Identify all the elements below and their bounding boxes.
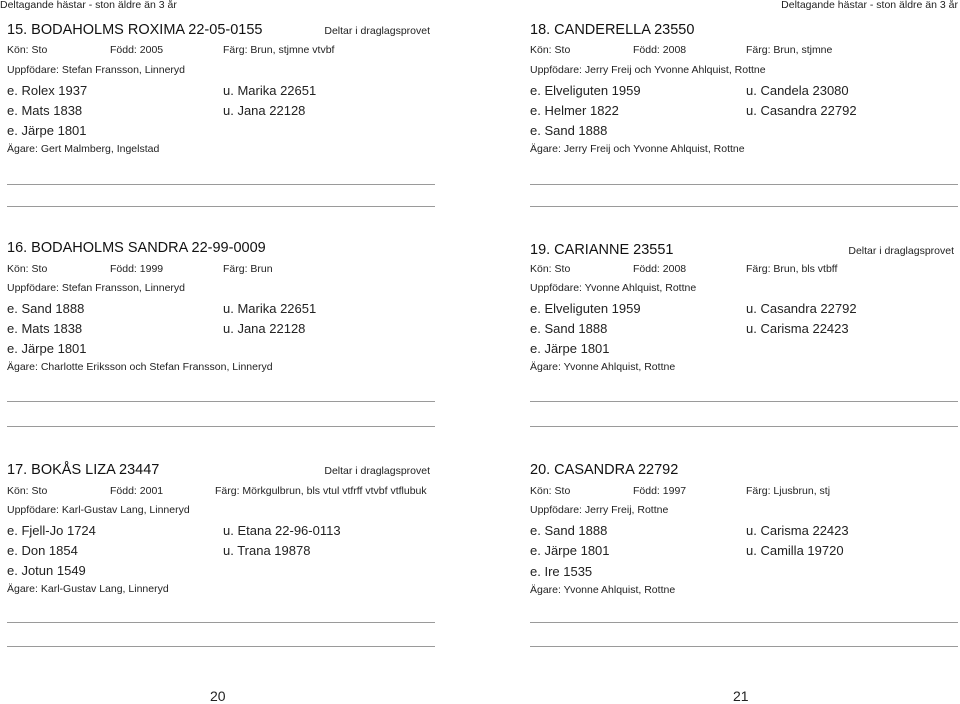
horse-title: 17. BOKÅS LIZA 23447 (7, 462, 160, 478)
dam: u. Marika 22651 (223, 83, 317, 98)
sire: e. Sand 1888 (7, 301, 85, 316)
sire-sire: e. Järpe 1801 (530, 543, 610, 558)
dam: u. Casandra 22792 (746, 301, 857, 316)
sire: e. Elveliguten 1959 (530, 301, 641, 316)
participation-note: Deltar i draglagsprovet (848, 245, 954, 257)
born-field: Född: 1997 (633, 485, 687, 497)
sire: e. Sand 1888 (530, 523, 608, 538)
sire: e. Rolex 1937 (7, 83, 88, 98)
owner-field: Ägare: Gert Malmberg, Ingelstad (7, 143, 160, 155)
born-field: Född: 2001 (110, 485, 164, 497)
owner-field: Ägare: Charlotte Eriksson och Stefan Fransson, Linneryd (7, 361, 273, 373)
note-line (530, 646, 958, 647)
owner-field: Ägare: Karl-Gustav Lang, Linneryd (7, 583, 169, 595)
note-line (7, 646, 435, 647)
right-page (480, 0, 960, 704)
sire-sire: e. Helmer 1822 (530, 103, 619, 118)
sex-field: Kön: Sto (7, 485, 48, 497)
note-line (530, 426, 958, 427)
participation-note: Deltar i draglagsprovet (324, 25, 430, 37)
participation-note: Deltar i draglagsprovet (324, 465, 430, 477)
breeder-field: Uppfödare: Karl-Gustav Lang, Linneryd (7, 504, 190, 516)
owner-field: Ägare: Yvonne Ahlquist, Rottne (530, 584, 676, 596)
breeder-field: Uppfödare: Jerry Freij och Yvonne Ahlquist, Rottne (530, 64, 766, 76)
horse-title: 15. BODAHOLMS ROXIMA 22-05-0155 (7, 22, 263, 38)
dam-dam: u. Trana 19878 (223, 543, 311, 558)
dam-sire: e. Sand 1888 (530, 123, 608, 138)
note-line (530, 184, 958, 185)
dam: u. Marika 22651 (223, 301, 317, 316)
page-number: 20 (210, 688, 226, 704)
dam-dam: u. Camilla 19720 (746, 543, 844, 558)
sex-field: Kön: Sto (530, 44, 571, 56)
dam-dam: u. Jana 22128 (223, 103, 306, 118)
born-field: Född: 2005 (110, 44, 164, 56)
horse-title: 19. CARIANNE 23551 (530, 242, 674, 258)
note-line (530, 401, 958, 402)
sex-field: Kön: Sto (7, 263, 48, 275)
dam-sire: e. Järpe 1801 (7, 341, 87, 356)
dam: u. Etana 22-96-0113 (223, 523, 341, 538)
sex-field: Kön: Sto (7, 44, 48, 56)
breeder-field: Uppfödare: Stefan Fransson, Linneryd (7, 64, 186, 76)
breeder-field: Uppfödare: Stefan Fransson, Linneryd (7, 282, 186, 294)
sex-field: Kön: Sto (530, 263, 571, 275)
color-field: Färg: Ljusbrun, stj (746, 485, 831, 497)
color-field: Färg: Brun, stjmne (746, 44, 833, 56)
color-field: Färg: Brun, bls vtbff (746, 263, 838, 275)
sire-sire: e. Mats 1838 (7, 321, 83, 336)
born-field: Född: 2008 (633, 263, 687, 275)
dam-dam: u. Casandra 22792 (746, 103, 857, 118)
dam: u. Candela 23080 (746, 83, 849, 98)
dam-sire: e. Jotun 1549 (7, 563, 86, 578)
sire: e. Fjell-Jo 1724 (7, 523, 96, 538)
color-field: Färg: Brun, stjmne vtvbf (223, 44, 335, 56)
sex-field: Kön: Sto (530, 485, 571, 497)
owner-field: Ägare: Yvonne Ahlquist, Rottne (530, 361, 676, 373)
dam-sire: e. Järpe 1801 (7, 123, 87, 138)
born-field: Född: 2008 (633, 44, 687, 56)
running-head: Deltagande hästar - ston äldre än 3 år (781, 0, 958, 11)
page-number: 21 (733, 688, 749, 704)
color-field: Färg: Mörkgulbrun, bls vtul vtfrff vtvbf vtflubuk (215, 485, 427, 497)
note-line (7, 184, 435, 185)
born-field: Född: 1999 (110, 263, 164, 275)
sire-sire: e. Mats 1838 (7, 103, 83, 118)
sire-sire: e. Don 1854 (7, 543, 78, 558)
note-line (7, 401, 435, 402)
breeder-field: Uppfödare: Yvonne Ahlquist, Rottne (530, 282, 697, 294)
horse-title: 16. BODAHOLMS SANDRA 22-99-0009 (7, 240, 266, 256)
note-line (7, 206, 435, 207)
breeder-field: Uppfödare: Jerry Freij, Rottne (530, 504, 669, 516)
owner-field: Ägare: Jerry Freij och Yvonne Ahlquist, Rottne (530, 143, 745, 155)
color-field: Färg: Brun (223, 263, 273, 275)
dam: u. Carisma 22423 (746, 523, 849, 538)
horse-title: 20. CASANDRA 22792 (530, 462, 679, 478)
dam-dam: u. Carisma 22423 (746, 321, 849, 336)
dam-dam: u. Jana 22128 (223, 321, 306, 336)
note-line (7, 426, 435, 427)
dam-sire: e. Järpe 1801 (530, 341, 610, 356)
running-head: Deltagande hästar - ston äldre än 3 år (0, 0, 177, 11)
note-line (530, 206, 958, 207)
dam-sire: e. Ire 1535 (530, 564, 593, 579)
horse-title: 18. CANDERELLA 23550 (530, 22, 695, 38)
sire: e. Elveliguten 1959 (530, 83, 641, 98)
note-line (7, 622, 435, 623)
sire-sire: e. Sand 1888 (530, 321, 608, 336)
note-line (530, 622, 958, 623)
